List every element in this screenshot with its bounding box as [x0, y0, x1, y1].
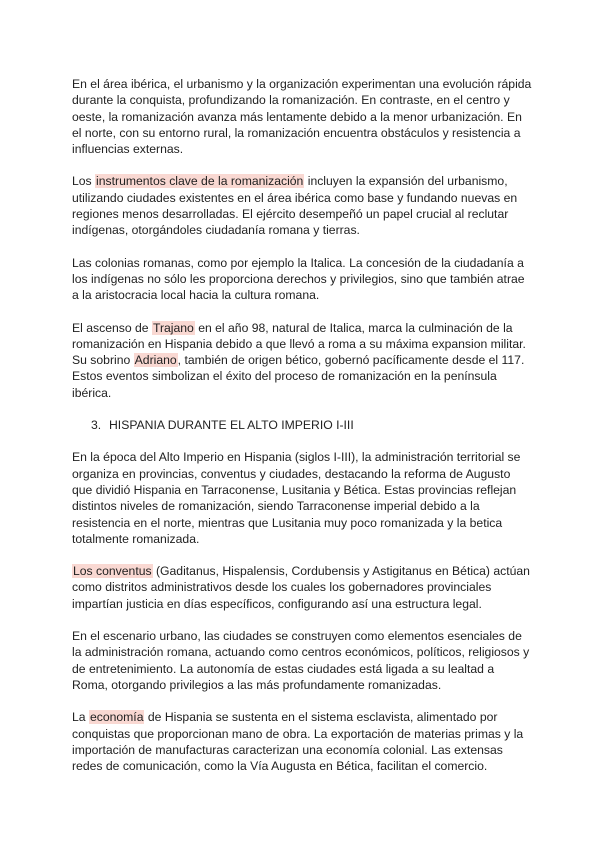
paragraph-economia	[72, 709, 532, 774]
highlight-adriano: Adriano	[134, 353, 177, 368]
paragraph-text-middle: en el año 98, natural de Italica, marca la culminación de la romanización en Hispania debido a que llevó a roma a su máxima expansion militar. Su sobrino	[72, 320, 526, 368]
highlight-conventus: Los conventus	[73, 564, 152, 579]
paragraph-text-before: La	[72, 710, 89, 725]
paragraph-text-after: , también de origen bético, gobernó pacíficamente desde el 117. Estos eventos simbolizan el éxito del proceso de romanización en la península ibérica.	[72, 353, 525, 400]
paragraph-urbanismo	[72, 76, 532, 157]
paragraph-text-after: de Hispania se sustenta en el sistema esclavista, alimentado por conquistas que proporcionan mano de obra. La exportación de materias primas y la importación de manufacturas caracterizan una economía colonial. Las extensas redes de comunicación, como la Vía Augusta en Bética, facilitan el comercio.	[72, 710, 524, 774]
section-number: 3.	[91, 418, 102, 433]
document-page	[72, 76, 532, 790]
paragraph-ciudades	[72, 628, 532, 693]
paragraph-conventus	[72, 563, 532, 612]
paragraph-text: En el escenario urbano, las ciudades se construyen como elementos esenciales de la administración romana, actuando como centros económicos, políticos, religiosos y de entretenimiento. La autonomía de estas ciudades está ligada a su lealtad a Roma, otorgando privilegios a las más profundamente romanizadas.	[72, 629, 530, 692]
paragraph-text-after: incluyen la expansión del urbanismo, utilizando ciudades existentes en el área ibérica como base y fundando nuevas en regiones menos desarrolladas. El ejército desempeñó un papel crucial al reclutar indígenas, otorgándoles ciudadanía romana y tierras.	[72, 174, 518, 238]
paragraph-text-before: Los	[72, 174, 96, 189]
paragraph-text: Las colonias romanas, como por ejemplo la Italica. La concesión de la ciudadanía a los indígenas no sólo les proporciona derechos y privilegios, sino que también atrae a la aristocracia local hacia la cultura romana.	[72, 255, 525, 303]
highlight-trajano: Trajano	[152, 320, 194, 335]
paragraph-text: En la época del Alto Imperio en Hispania (siglos I-III), la administración territorial se organiza en provincias, conventus y ciudades, destacando la reforma de Augusto que dividió Hispania en Tarraconense, Lusitania y Bética. Estas provincias reflejan distintos niveles de romanización, siendo Tarraconense imperial debido a la resistencia en el norte, mientras que Lusitania muy poco romanizada y la betica totalmente romanizada.	[72, 450, 521, 546]
paragraph-text: En el área ibérica, el urbanismo y la organización experimentan una evolución rápida durante la conquista, profundizando la romanización. En contraste, en el centro y oeste, la romanización avanza más lentamente debido a la menor urbanización. En el norte, con su entorno rural, la romanización encuentra obstáculos y resistencia a influencias externas.	[72, 77, 532, 157]
paragraph-text-before: El ascenso de	[72, 320, 152, 335]
highlight-instrumentos: instrumentos clave de la romanización	[96, 174, 304, 189]
section-heading	[72, 417, 532, 433]
section-title: HISPANIA DURANTE EL ALTO IMPERIO I-III	[109, 418, 354, 433]
paragraph-colonias	[72, 255, 532, 304]
paragraph-trajano	[72, 320, 532, 401]
highlight-economia: economía	[89, 710, 144, 725]
paragraph-instrumentos	[72, 173, 532, 238]
paragraph-text-after: (Gaditanus, Hispalensis, Cordubensis y Astigitanus en Bética) actúan como distritos administrativos desde los cuales los gobernadores provinciales impartían justicia en días específicos, configurando así una estructura legal.	[72, 564, 530, 611]
paragraph-alto-imperio	[72, 449, 532, 547]
